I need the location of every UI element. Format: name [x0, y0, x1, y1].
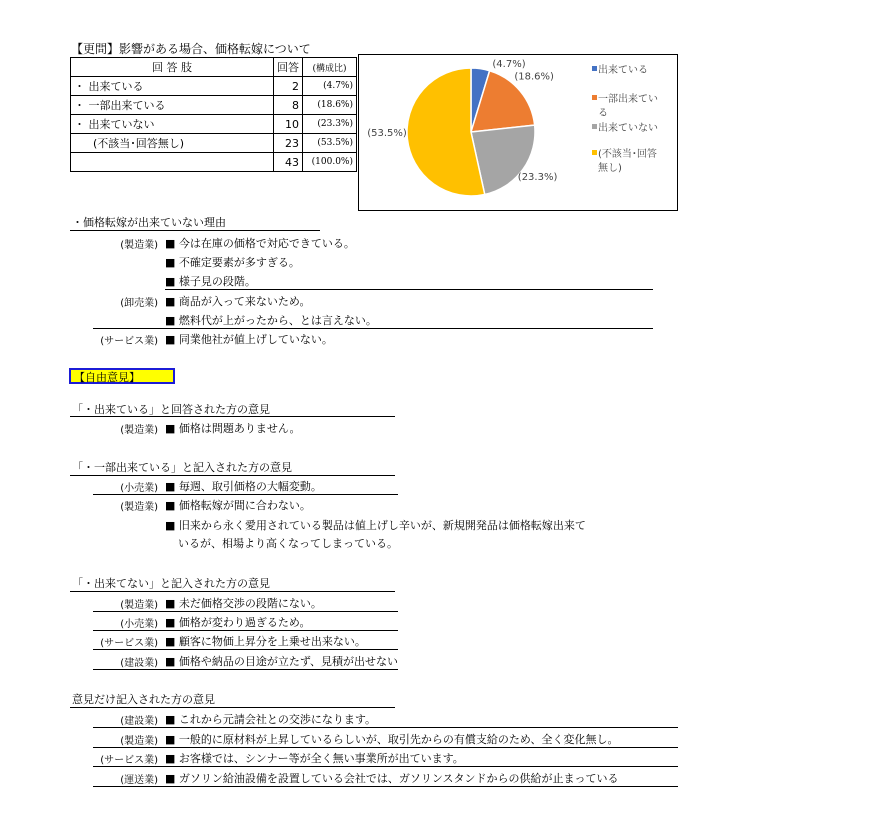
list-item: ■ 未だ価格交渉の段階にない。 [165, 597, 322, 610]
category-label: (サービス業) [100, 336, 158, 347]
category-label: (製造業) [120, 425, 158, 436]
table-row [71, 115, 357, 134]
table-header: 回 答 肢 [71, 58, 274, 77]
divider [70, 416, 395, 417]
table-cell-count: 43 [274, 153, 303, 172]
legend-swatch [592, 66, 597, 71]
legend-entry: る [598, 108, 608, 119]
legend-entry: 出来ている [598, 65, 648, 76]
divider [93, 747, 678, 748]
pie-data-label: (53.5%) [367, 128, 407, 139]
table-row [71, 77, 357, 96]
legend-swatch [592, 124, 597, 129]
divider [93, 669, 398, 670]
divider [70, 475, 395, 476]
table-cell-label: ・ 出来ている [71, 77, 274, 96]
divider [70, 707, 395, 708]
pie-data-label: (4.7%) [492, 59, 526, 70]
list-item: ■ 顧客に物価上昇分を上乗せ出来ない。 [165, 635, 366, 648]
divider [93, 328, 653, 329]
category-label: (製造業) [120, 240, 158, 251]
list-item: ■ 商品が入って来ないため。 [165, 295, 311, 308]
divider [93, 649, 398, 650]
table-header: 回答 [274, 58, 303, 77]
category-label: (運送業) [120, 775, 158, 786]
category-label: (小売業) [120, 483, 158, 494]
opinion-group-title: 意見だけ記入された方の意見 [72, 693, 215, 706]
table-cell-label [71, 153, 274, 172]
pie-data-label: (18.6%) [514, 71, 554, 83]
category-label: (建設業) [120, 658, 158, 669]
legend-swatch [592, 150, 597, 155]
question-title: 【更問】影響がある場合、価格転嫁について [71, 42, 311, 56]
survey-table [70, 57, 357, 172]
table-row [71, 134, 357, 153]
table-cell-label: (不該当･回答無し) [71, 134, 274, 153]
list-item: ■ 価格は問題ありません。 [165, 422, 301, 435]
list-item: ■ 様子見の段階。 [165, 275, 256, 288]
divider [93, 786, 678, 787]
table-header-row [71, 58, 357, 77]
list-item: ■ 今は在庫の価格で対応できている。 [165, 237, 355, 250]
list-item: ■ 旧来から永く愛用されている製品は値上げし辛いが、新規開発品は価格転嫁出来て [165, 519, 586, 532]
list-item: ■ 価格や納品の目途が立たず、見積が出せない [165, 655, 399, 668]
category-label: (製造業) [120, 736, 158, 747]
category-label: (製造業) [120, 502, 158, 513]
category-label: (建設業) [120, 716, 158, 727]
table-cell-ratio: (53.5%) [303, 134, 357, 153]
list-item: ■ これから元請会社との交渉になります。 [165, 713, 377, 726]
divider [93, 727, 678, 728]
divider [93, 494, 398, 495]
divider [93, 766, 678, 767]
legend-entry: 出来ていない [598, 123, 658, 134]
table-cell-count: 2 [274, 77, 303, 96]
table-cell-label: ・ 出来ていない [71, 115, 274, 134]
list-item: ■ 同業他社が値上げしていない。 [165, 333, 333, 346]
legend-entry: (不該当･回答 [598, 149, 657, 160]
opinion-group-title: 「・一部出来ている」と記入された方の意見 [72, 461, 292, 474]
legend-entry: 一部出来てい [598, 94, 658, 105]
table-cell-count: 10 [274, 115, 303, 134]
list-item: ■ 価格が変わり過ぎるため。 [165, 616, 311, 629]
table-cell-ratio: (100.0%) [303, 153, 357, 172]
table-header: (構成比) [303, 58, 357, 77]
legend-entry: 無し) [598, 163, 622, 174]
table-cell-ratio: (23.3%) [303, 115, 357, 134]
opinion-group-title: 「・出来てない」と記入された方の意見 [72, 577, 270, 590]
list-item: ■ 毎週、取引価格の大幅変動。 [165, 480, 322, 493]
free-opinion-label: 【自由意見】 [69, 368, 175, 384]
list-item: ■ 燃料代が上がったから、とは言えない。 [165, 314, 377, 327]
table-row [71, 96, 357, 115]
list-item: ■ 不確定要素が多すぎる。 [165, 256, 300, 269]
table-cell-count: 23 [274, 134, 303, 153]
opinion-group-title: 「・出来ている」と回答された方の意見 [72, 403, 270, 416]
reasons-title: ・価格転嫁が出来ていない理由 [72, 216, 226, 229]
table-cell-ratio: (4.7%) [303, 77, 357, 96]
list-item: ■ ガソリン給油設備を設置している会社では、ガソリンスタンドからの供給が止まっている [165, 772, 619, 785]
list-item: ■ お客様では、シンナー等が全く無い事業所が出ています。 [165, 752, 464, 765]
table-cell-label: ・ 一部出来ている [71, 96, 274, 115]
legend-swatch [592, 95, 597, 100]
category-label: (サービス業) [100, 638, 158, 649]
table-cell-ratio: (18.6%) [303, 96, 357, 115]
pie-data-label: (23.3%) [517, 171, 558, 183]
list-item: ■ 一般的に原材料が上昇しているらしいが、取引先からの有償支給のため、全く変化無し。 [165, 733, 619, 746]
category-label: (製造業) [120, 600, 158, 611]
divider [93, 630, 398, 631]
divider [70, 591, 395, 592]
category-label: (小売業) [120, 619, 158, 630]
category-label: (卸売業) [120, 298, 158, 309]
divider [70, 230, 320, 231]
divider [93, 611, 398, 612]
category-label: (サービス業) [100, 755, 158, 766]
list-item: ■ 価格転嫁が間に合わない。 [165, 499, 311, 512]
table-cell-count: 8 [274, 96, 303, 115]
divider [165, 289, 653, 290]
list-item-continuation: いるが、相場より高くなってしまっている。 [178, 537, 398, 550]
table-total-row [71, 153, 357, 172]
pie-chart-frame [358, 54, 678, 211]
